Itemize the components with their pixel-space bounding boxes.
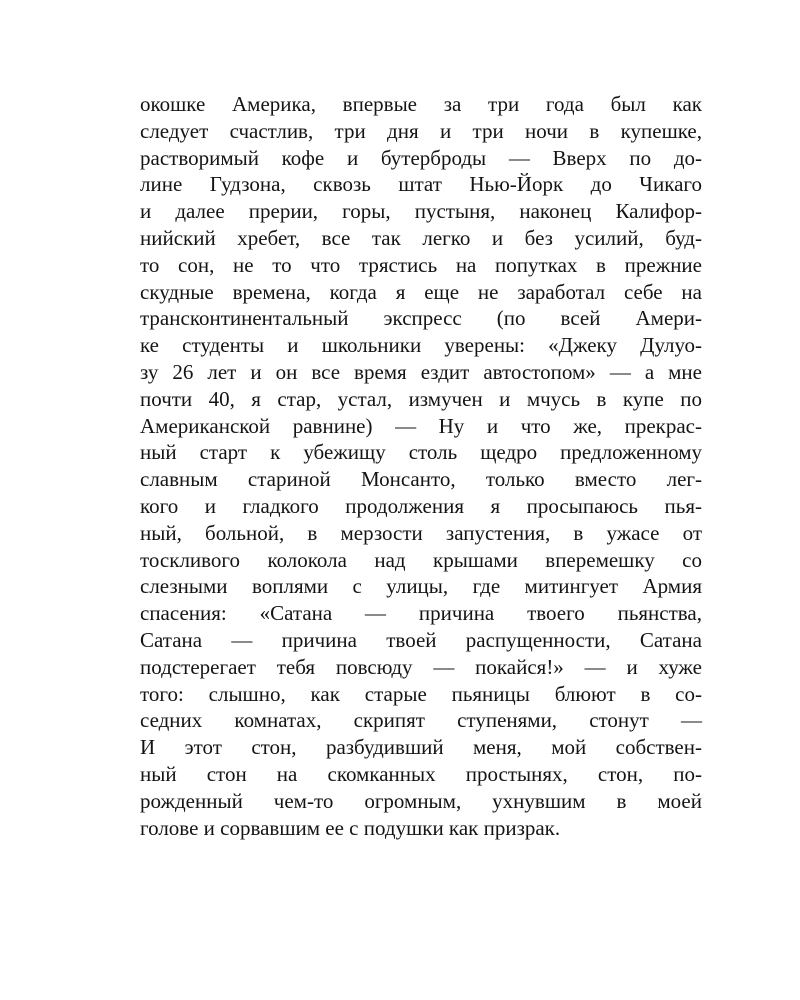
- text-line: лине Гудзона, сквозь штат Нью-Йорк до Чикаго: [140, 172, 702, 197]
- text-line: седних комнатах, скрипят ступенями, стонут —: [140, 708, 702, 733]
- text-line: ке студенты и школьники уверены: «Джеку Дулуо-: [140, 333, 702, 358]
- text-line: скудные времена, когда я еще не заработал себе на: [140, 279, 702, 304]
- body-text: [140, 91, 702, 841]
- text-line: ный стон на скомканных простынях, стон, по-: [140, 761, 702, 786]
- text-line: И этот стон, разбудивший меня, мой собствен-: [140, 735, 702, 760]
- text-line: ный, больной, в мерзости запустения, в ужасе от: [140, 520, 702, 545]
- text-line: славным стариной Монсанто, только вместо лег-: [140, 467, 702, 492]
- text-line: почти 40, я стар, устал, измучен и мчусь в купе по: [140, 386, 702, 411]
- text-line: зу 26 лет и он все время ездит автостопом» — а мне: [140, 359, 702, 384]
- text-line: того: слышно, как старые пьяницы блюют в со-: [140, 681, 702, 706]
- text-line: растворимый кофе и бутерброды — Вверх по до-: [140, 145, 702, 170]
- text-line: Американской равнине) — Ну и что же, прекрас-: [140, 413, 702, 438]
- text-line: подстерегает тебя повсюду — покайся!» — и хуже: [140, 654, 702, 679]
- text-line: рожденный чем-то огромным, ухнувшим в моей: [140, 788, 702, 813]
- text-line: кого и гладкого продолжения я просыпаюсь пья-: [140, 493, 702, 518]
- text-line: трансконтинентальный экспресс (по всей Амери-: [140, 306, 702, 331]
- text-line: нийский хребет, все так легко и без усилий, буд-: [140, 225, 702, 250]
- text-line: Сатана — причина твоей распущенности, Сатана: [140, 627, 702, 652]
- text-line: следует счастлив, три дня и три ночи в купешке,: [140, 118, 702, 143]
- text-line: ный старт к убежищу столь щедро предложенному: [140, 440, 702, 465]
- text-line: тоскливого колокола над крышами вперемешку со: [140, 547, 702, 572]
- text-line: голове и сорвавшим ее с подушки как призрак.: [140, 815, 561, 840]
- text-line: спасения: «Сатана — причина твоего пьянства,: [140, 601, 702, 626]
- text-line: слезными воплями с улицы, где митингует Армия: [140, 574, 702, 599]
- text-line: окошке Америка, впервые за три года был как: [140, 92, 702, 116]
- text-line: то сон, не то что трястись на попутках в прежние: [140, 252, 702, 277]
- text-line: и далее прерии, горы, пустыня, наконец Калифор-: [140, 199, 702, 224]
